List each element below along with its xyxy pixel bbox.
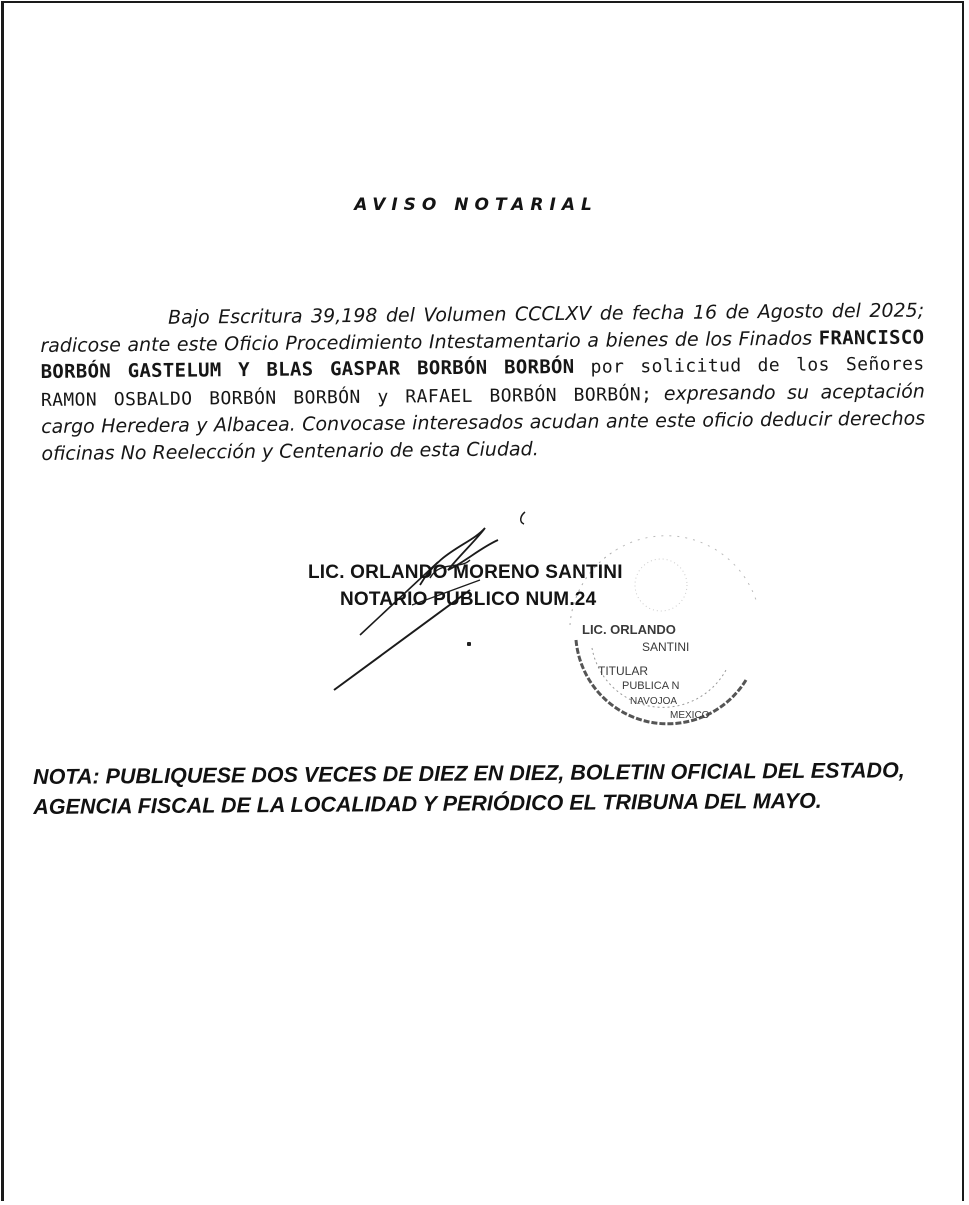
seal-text-3: TITULAR xyxy=(598,664,649,678)
applicants: por solicitud de los Señores RAMON OSBALDO BORBÓN BORBÓN y RAFAEL BORBÓN BORBÓN; xyxy=(40,353,925,411)
document-title: AVISO NOTARIAL xyxy=(354,195,598,215)
notice-body xyxy=(40,298,926,467)
notary-title: NOTARIO PUBLICO NUM.24 xyxy=(340,589,597,610)
publication-note: NOTA: PUBLIQUESE DOS VECES DE DIEZ EN DIEZ, BOLETIN OFICIAL DEL ESTADO, AGENCIA FISCAL DE LA LOCALIDAD Y PERIÓDICO EL TRIBUNA DEL MAYO. xyxy=(33,758,905,819)
notary-name: LIC. ORLANDO MORENO SANTINI xyxy=(308,562,623,583)
seal-text-5: NAVOJOA xyxy=(630,696,678,707)
notice-body-intro: Bajo Escritura 39,198 del Volumen CCCLXV de fecha 16 de Agosto del 2025; radicose ante este Oficio Procedimiento Intestamentario a bienes de los Finados xyxy=(40,299,925,357)
ink-dot xyxy=(467,642,471,646)
deceased-names: FRANCISCO BORBÓN GASTELUM Y BLAS GASPAR BORBÓN BORBÓN xyxy=(40,326,925,383)
seal-text-6: MEXICO xyxy=(670,710,710,721)
notice-body-closing: expresando su aceptación cargo Heredera y Albacea. Convocase interesados acudan ante este oficio deducir derechos oficinas No Reelección y Centenario de esta Ciudad. xyxy=(41,380,926,465)
seal-text-1: LIC. ORLANDO xyxy=(582,622,676,637)
paragraph-indent xyxy=(40,324,168,325)
seal-text-2: SANTINI xyxy=(642,640,690,654)
seal-text-4: PUBLICA N xyxy=(622,680,680,692)
